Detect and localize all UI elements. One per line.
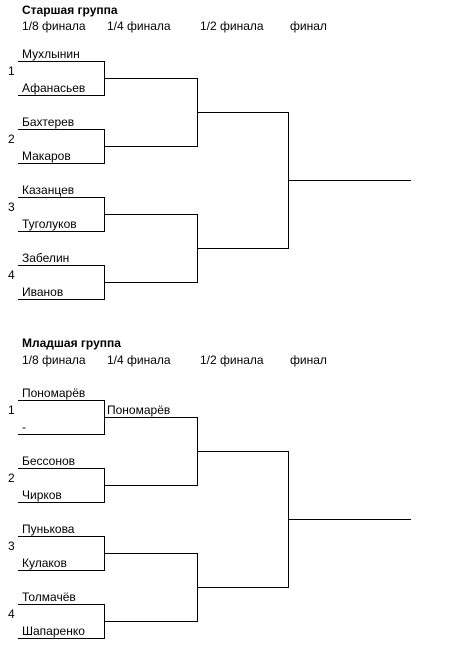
bracket-line-horizontal bbox=[18, 231, 104, 232]
bracket-line-horizontal bbox=[104, 621, 197, 622]
bracket-line-horizontal bbox=[197, 451, 288, 452]
bracket-line-horizontal bbox=[18, 468, 104, 469]
bracket-line-horizontal bbox=[18, 129, 104, 130]
player-name: Макаров bbox=[22, 149, 71, 163]
bracket-line-horizontal bbox=[18, 197, 104, 198]
round-label-1-4: 1/4 финала bbox=[107, 353, 171, 367]
bracket-line-horizontal bbox=[104, 78, 197, 79]
match-number: 4 bbox=[8, 268, 15, 282]
bracket-line-horizontal bbox=[18, 434, 104, 435]
round-label-1-2: 1/2 финала bbox=[200, 19, 264, 33]
match-number: 2 bbox=[8, 132, 15, 146]
round-label-final: финал bbox=[290, 19, 327, 33]
player-name: - bbox=[22, 420, 26, 434]
bracket-line-horizontal bbox=[104, 282, 197, 283]
player-name: Иванов bbox=[22, 285, 64, 299]
bracket-line-horizontal bbox=[104, 485, 197, 486]
match-number: 2 bbox=[8, 471, 15, 485]
bracket-line-horizontal bbox=[197, 248, 288, 249]
player-name: Мухлынин bbox=[22, 47, 80, 61]
bracket-line-horizontal bbox=[18, 299, 104, 300]
match-number: 3 bbox=[8, 200, 15, 214]
player-name: Афанасьев bbox=[22, 81, 86, 95]
bracket-line-horizontal bbox=[104, 417, 197, 418]
bracket-line-horizontal bbox=[18, 638, 104, 639]
player-name: Казанцев bbox=[22, 183, 75, 197]
round-label-final: финал bbox=[290, 353, 327, 367]
bracket-line-horizontal bbox=[18, 95, 104, 96]
player-name: Шапаренко bbox=[22, 624, 85, 638]
match-number: 1 bbox=[8, 403, 15, 417]
round-label-1-2: 1/2 финала bbox=[200, 353, 264, 367]
player-name: Кулаков bbox=[22, 556, 67, 570]
bracket-line-horizontal bbox=[104, 146, 197, 147]
player-name: Бессонов bbox=[22, 454, 76, 468]
player-name: Пономарёв bbox=[22, 386, 86, 400]
match-number: 4 bbox=[8, 607, 15, 621]
bracket-line-horizontal bbox=[18, 604, 104, 605]
bracket-line-horizontal bbox=[288, 180, 411, 181]
group-title: Младшая группа bbox=[22, 336, 121, 350]
bracket-line-horizontal bbox=[104, 214, 197, 215]
winner-name: Пономарёв bbox=[107, 403, 171, 417]
group-title: Старшая группа bbox=[22, 3, 118, 17]
round-label-1-8: 1/8 финала bbox=[22, 19, 86, 33]
player-name: Забелин bbox=[22, 251, 70, 265]
player-name: Пунькова bbox=[22, 522, 75, 536]
round-label-1-4: 1/4 финала bbox=[107, 19, 171, 33]
bracket-line-horizontal bbox=[18, 536, 104, 537]
player-name: Бахтерев bbox=[22, 115, 75, 129]
bracket-line-horizontal bbox=[197, 587, 288, 588]
player-name: Толмачёв bbox=[22, 590, 76, 604]
bracket-line-horizontal bbox=[18, 265, 104, 266]
bracket-line-horizontal bbox=[288, 519, 411, 520]
bracket-line-horizontal bbox=[18, 61, 104, 62]
bracket-line-horizontal bbox=[18, 502, 104, 503]
player-name: Чирков bbox=[22, 488, 62, 502]
bracket-line-horizontal bbox=[18, 163, 104, 164]
player-name: Туголуков bbox=[22, 217, 77, 231]
match-number: 1 bbox=[8, 64, 15, 78]
bracket-line-horizontal bbox=[197, 112, 288, 113]
match-number: 3 bbox=[8, 539, 15, 553]
round-label-1-8: 1/8 финала bbox=[22, 353, 86, 367]
bracket-line-horizontal bbox=[104, 553, 197, 554]
bracket-line-horizontal bbox=[18, 400, 104, 401]
bracket-line-horizontal bbox=[18, 570, 104, 571]
